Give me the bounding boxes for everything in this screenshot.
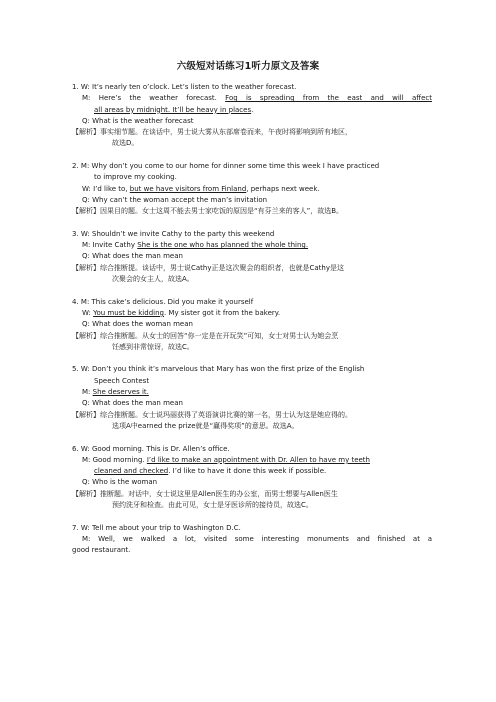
question-block xyxy=(72,229,432,285)
line-text: Speech Contest xyxy=(94,376,150,385)
line-text: 【解析】综合推断题。从女士的回答“你一定是在开玩笑”可知，女士对男士认为她会烹 xyxy=(72,331,339,340)
text-line xyxy=(72,274,432,285)
document-title: 六级短对话练习1听力原文及答案 xyxy=(176,61,320,72)
underlined-text: Fog is spreading from the east and will affect xyxy=(225,94,432,103)
line-text: M: Here’s the weather forecast. xyxy=(82,94,226,103)
question-block xyxy=(72,444,432,512)
text-line xyxy=(72,127,432,138)
text-line xyxy=(72,364,432,375)
text-line xyxy=(72,319,432,330)
line-text: 4. M: This cake’s delicious. Did you make it yourself xyxy=(72,297,254,306)
text-line xyxy=(72,534,432,545)
text-line xyxy=(72,184,432,195)
question-block xyxy=(72,82,432,150)
text-line xyxy=(72,489,432,500)
line-text: 2. M: Why don’t you come to our home for dinner some time this week I have practiced xyxy=(72,162,380,171)
line-text: W: xyxy=(82,308,94,317)
line-text: . I’d like to have it done this week if possible. xyxy=(168,467,327,476)
text-line xyxy=(72,206,432,217)
text-line xyxy=(72,342,432,353)
line-text: 次聚会的女主人，故选A。 xyxy=(112,275,194,284)
text-line xyxy=(72,376,432,387)
block-gap xyxy=(72,218,432,229)
line-text: M: xyxy=(82,388,93,397)
text-line xyxy=(72,421,432,432)
block-gap xyxy=(72,150,432,161)
text-line xyxy=(72,523,432,534)
block-gap xyxy=(72,285,432,296)
block-gap xyxy=(72,432,432,443)
line-text: Q: What does the man mean xyxy=(82,399,183,408)
text-line xyxy=(72,297,432,308)
text-line xyxy=(72,500,432,511)
line-text: 6. W: Good morning. This is Dr. Allen’s office. xyxy=(72,444,230,453)
text-line xyxy=(72,93,432,104)
line-text: Q: What does the man mean xyxy=(82,252,183,261)
line-text: . My sister got it from the bakery. xyxy=(163,308,281,317)
question-block xyxy=(72,364,432,432)
underlined-text: all areas by midnight. It’ll be heavy in places xyxy=(94,105,252,114)
underlined-text: but we have visitors from Finland xyxy=(129,184,247,193)
text-line xyxy=(72,308,432,319)
text-line xyxy=(72,331,432,342)
underlined-text: She is the one who has planned the whole thing. xyxy=(137,241,309,250)
line-text: Q: What is the weather forecast xyxy=(82,116,194,125)
line-text: 预约洗牙和检查。由此可见，女士是牙医诊所的接待员，故选C。 xyxy=(112,500,313,509)
text-line xyxy=(72,251,432,262)
underlined-text: I’d like to make an appointment with Dr. Allen to have my teeth xyxy=(146,455,370,464)
line-text: Q: Who is the woman xyxy=(82,478,158,487)
line-text: M: Well, we walked a lot, visited some interesting monuments and finished at a xyxy=(82,534,432,543)
underlined-text: She deserves it. xyxy=(92,388,149,397)
text-line xyxy=(72,105,432,116)
underlined-text: cleaned and checked xyxy=(94,467,169,476)
line-text: 故选D。 xyxy=(112,139,139,148)
underlined-text: You must be kidding xyxy=(93,308,164,317)
block-gap xyxy=(72,353,432,364)
line-text: W: I’d like to, xyxy=(82,184,130,193)
text-line xyxy=(72,240,432,251)
text-line xyxy=(72,410,432,421)
line-text: . xyxy=(251,105,254,114)
text-line xyxy=(72,161,432,172)
line-text: Q: Why can’t the woman accept the man’s invitation xyxy=(82,195,268,204)
text-line xyxy=(72,455,432,466)
question-block xyxy=(72,523,432,557)
line-text: M: Invite Cathy xyxy=(82,241,138,250)
block-gap xyxy=(72,511,432,522)
text-line xyxy=(72,398,432,409)
line-text: 1. W: It’s nearly ten o’clock. Let’s listen to the weather forecast. xyxy=(72,83,297,91)
text-line xyxy=(72,229,432,240)
line-text: 饪感到非常惊讶，故选C。 xyxy=(112,342,194,351)
line-text: 【解析】事实细节题。在谈话中，男士说大雾从东部席卷而来，午夜时将影响到所有地区， xyxy=(72,128,352,137)
text-line xyxy=(72,387,432,398)
document-body xyxy=(72,82,432,556)
line-text: 选项A中earned the prize就是“赢得奖项”的意思。故选A。 xyxy=(112,421,299,430)
line-text: 【解析】推断题。对话中，女士说这里是Allen医生的办公室，而男士想要与Allen医生 xyxy=(72,489,338,498)
text-line xyxy=(72,444,432,455)
text-line xyxy=(72,477,432,488)
line-text: 7. W: Tell me about your trip to Washington D.C. xyxy=(72,523,241,532)
text-line xyxy=(72,263,432,274)
text-line xyxy=(72,82,432,93)
text-line xyxy=(72,172,432,183)
line-text: 【解析】综合推断提。谈话中，男士说Cathy正是这次聚会的组织者，也就是Cathy是这 xyxy=(72,263,345,272)
text-line xyxy=(72,545,432,556)
text-line xyxy=(72,116,432,127)
question-block xyxy=(72,161,432,217)
question-block xyxy=(72,297,432,353)
line-text: , perhaps next week. xyxy=(246,184,320,193)
line-text: 3. W: Shouldn’t we invite Cathy to the party this weekend xyxy=(72,229,275,238)
line-text: to improve my cooking. xyxy=(94,173,177,182)
text-line xyxy=(72,138,432,149)
line-text: 【解析】综合推断题。女士说玛丽获得了英语演讲比赛的第一名，男士认为这是她应得的。 xyxy=(72,410,352,419)
text-line xyxy=(72,195,432,206)
text-line xyxy=(72,466,432,477)
line-text: M: Good morning. xyxy=(82,455,147,464)
line-text: 5. W: Don’t you think it’s marvelous that Mary has won the first prize of the English xyxy=(72,365,365,374)
line-text: 【解析】因果目的题。女士这周不能去男士家吃饭的原因是“有芬兰来的客人”，故选B。 xyxy=(72,207,344,216)
line-text: Q: What does the woman mean xyxy=(82,320,193,329)
line-text: good restaurant. xyxy=(72,546,131,555)
